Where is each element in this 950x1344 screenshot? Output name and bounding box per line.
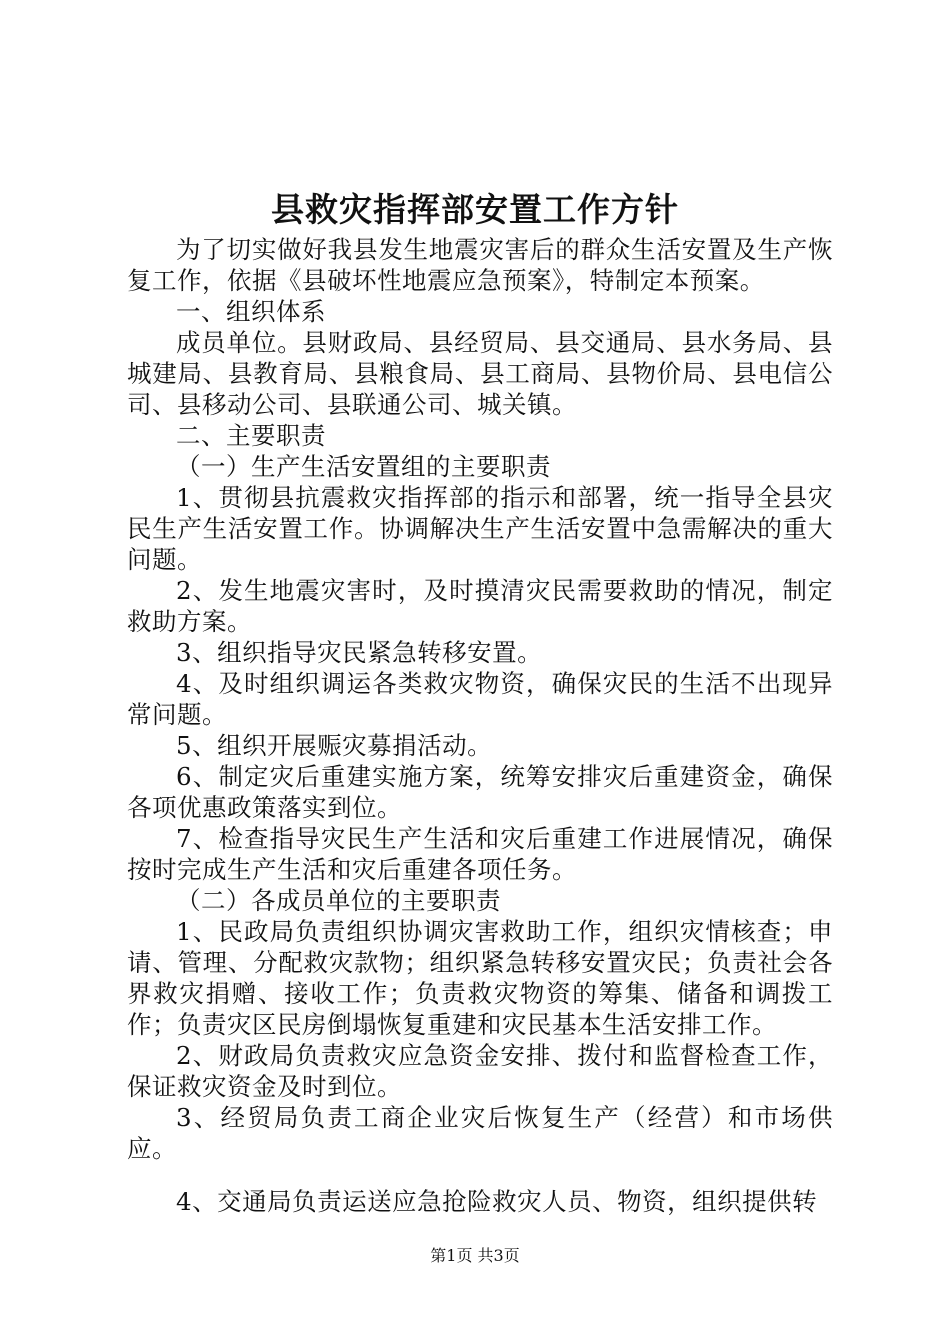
document-title: 县救灾指挥部安置工作方针 <box>271 190 679 229</box>
heading-main-duties: 二、主要职责 <box>176 421 326 450</box>
duty-item-1: 1、贯彻县抗震救灾指挥部的指示和部署，统一指导全县灾民生产生活安置工作。协调解决生产生活安置中急需解决的重大问题。 <box>127 483 833 574</box>
document-body <box>127 234 833 1217</box>
duty-item-4: 4、及时组织调运各类救灾物资，确保灾民的生活不出现异常问题。 <box>127 669 833 729</box>
duty-item-7: 7、检查指导灾民生产生活和灾后重建工作进展情况，确保按时完成生产生活和灾后重建各项任务。 <box>127 824 833 884</box>
subheading-member-units-duties: （二）各成员单位的主要职责 <box>176 886 501 915</box>
member-duty-4: 4、交通局负责运送应急抢险救灾人员、物资，组织提供转 <box>176 1187 818 1216</box>
heading-organization: 一、组织体系 <box>176 297 326 326</box>
member-duty-1: 1、民政局负责组织协调灾害救助工作，组织灾情核查；申请、管理、分配救灾款物；组织紧急转移安置灾民；负责社会各界救灾捐赠、接收工作；负责救灾物资的筹集、储备和调拨工作；负责灾区民房倒塌恢复重建和灾民基本生活安排工作。 <box>127 917 833 1039</box>
duty-item-5: 5、组织开展赈灾募捐活动。 <box>176 731 493 760</box>
subheading-resettlement-group: （一）生产生活安置组的主要职责 <box>176 452 551 481</box>
duty-item-2: 2、发生地震灾害时，及时摸清灾民需要救助的情况，制定救助方案。 <box>127 576 833 636</box>
duty-item-6: 6、制定灾后重建实施方案，统筹安排灾后重建资金，确保各项优惠政策落实到位。 <box>127 762 833 822</box>
paragraph-intro: 为了切实做好我县发生地震灾害后的群众生活安置及生产恢复工作，依据《县破坏性地震应急预案》，特制定本预案。 <box>127 235 833 295</box>
page-footer: 第1页 共3页 <box>430 1246 520 1265</box>
member-duty-3: 3、经贸局负责工商企业灾后恢复生产（经营）和市场供应。 <box>127 1103 833 1163</box>
member-duty-2: 2、财政局负责救灾应急资金安排、拨付和监督检查工作，保证救灾资金及时到位。 <box>127 1041 833 1101</box>
paragraph-member-units: 成员单位。县财政局、县经贸局、县交通局、县水务局、县城建局、县教育局、县粮食局、县工商局、县物价局、县电信公司、县移动公司、县联通公司、城关镇。 <box>127 328 833 419</box>
duty-item-3: 3、组织指导灾民紧急转移安置。 <box>176 638 543 667</box>
